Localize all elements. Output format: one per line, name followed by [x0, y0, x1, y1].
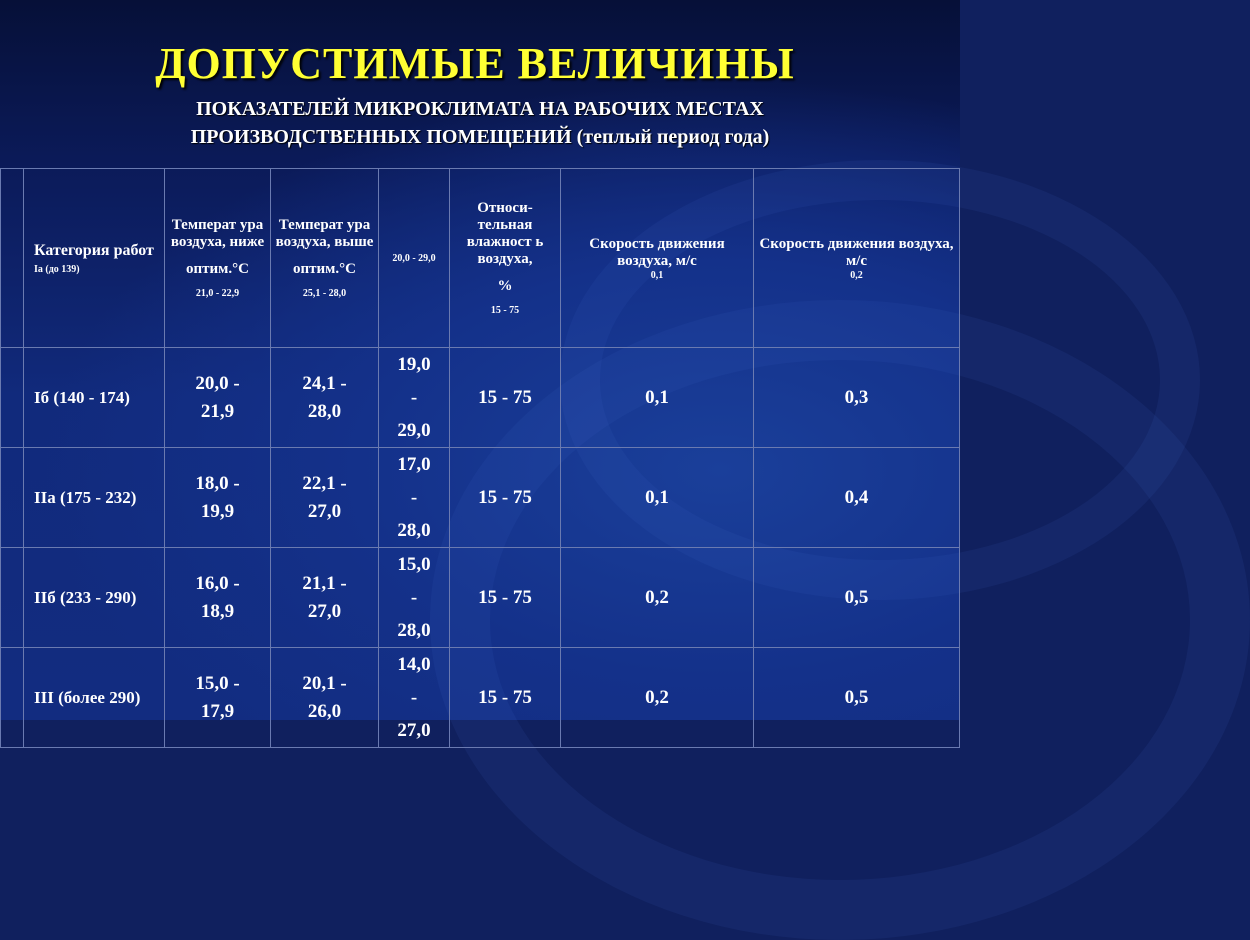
header-humidity-sub: 15 - 75: [490, 305, 520, 316]
row-temp-below: 15,0 - 17,9: [165, 648, 271, 748]
header-temp-below-unit: оптим.°С: [186, 261, 249, 277]
header-temp-below: [165, 169, 271, 348]
row-temp-above: 20,1 - 26,0: [271, 648, 379, 748]
row-speed-1: 0,1: [561, 348, 754, 448]
slide-subtitle: [0, 95, 960, 151]
stub-cell: [1, 348, 24, 448]
row-humidity: 15 - 75: [450, 348, 561, 448]
stub-cell: [1, 548, 24, 648]
row-temp-below: 18,0 - 19,9: [165, 448, 271, 548]
row-category: III (более 290): [24, 648, 165, 748]
row-category: Iб (140 - 174): [24, 348, 165, 448]
table-row: [1, 348, 960, 448]
header-speed-1-label: Скорость движения воздуха, м/с: [589, 235, 725, 269]
table-header-row: [1, 169, 960, 348]
row-category: IIа (175 - 232): [24, 448, 165, 548]
row-humidity: 15 - 75: [450, 648, 561, 748]
row-category: IIб (233 - 290): [24, 548, 165, 648]
row-temp-below: 16,0 - 18,9: [165, 548, 271, 648]
row-speed-2: 0,4: [754, 448, 960, 548]
slide-title: ДОПУСТИМЫЕ ВЕЛИЧИНЫ: [155, 39, 795, 88]
header-temp-above-unit: оптим.°С: [293, 261, 356, 277]
row-speed-2: 0,3: [754, 348, 960, 448]
header-humidity-unit: %: [497, 278, 513, 294]
header-temp-above-label: Температ ура воздуха, выше: [275, 217, 374, 250]
header-category-sub: Iа (до 139): [34, 263, 80, 275]
row-temp-above: 24,1 - 28,0: [271, 348, 379, 448]
header-speed-1-sub: 0,1: [650, 269, 664, 281]
header-speed-2: [754, 169, 960, 348]
subtitle-line-1: ПОКАЗАТЕЛЕЙ МИКРОКЛИМАТА НА РАБОЧИХ МЕСТАХ: [196, 98, 764, 120]
row-speed-1: 0,2: [561, 648, 754, 748]
row-col3: 14,0 - 27,0: [379, 648, 450, 748]
header-speed-2-label: Скорость движения воздуха, м/с: [759, 235, 954, 269]
row-temp-below: 20,0 - 21,9: [165, 348, 271, 448]
row-temp-above: 21,1 - 27,0: [271, 548, 379, 648]
table-row: [1, 448, 960, 548]
header-category-label: Категория работ: [34, 241, 154, 259]
row-col3: 17,0 - 28,0: [379, 448, 450, 548]
header-col3-sub: 20,0 - 29,0: [392, 252, 436, 264]
row-speed-2: 0,5: [754, 648, 960, 748]
stub-cell: [1, 648, 24, 748]
row-speed-1: 0,1: [561, 448, 754, 548]
row-speed-2: 0,5: [754, 548, 960, 648]
header-temp-below-sub: 21,0 - 22,9: [195, 288, 240, 299]
row-col3: 19,0 - 29,0: [379, 348, 450, 448]
subtitle-line-2: ПРОИЗВОДСТВЕННЫХ ПОМЕЩЕНИЙ (теплый период года): [190, 126, 770, 148]
microclimate-table: [0, 168, 960, 748]
stub-cell: [1, 169, 24, 348]
header-temp-below-label: Температ ура воздуха, ниже: [170, 217, 265, 250]
row-humidity: 15 - 75: [450, 548, 561, 648]
header-col3: [379, 169, 450, 348]
stub-cell: [1, 448, 24, 548]
row-col3: 15,0 - 28,0: [379, 548, 450, 648]
header-humidity-label: Относи- тельная влажност ь воздуха,: [466, 200, 544, 267]
header-speed-1: [561, 169, 754, 348]
header-category: [24, 169, 165, 348]
header-speed-2-sub: 0,2: [850, 269, 863, 281]
header-temp-above: [271, 169, 379, 348]
header-temp-above-sub: 25,1 - 28,0: [302, 288, 347, 299]
row-speed-1: 0,2: [561, 548, 754, 648]
row-humidity: 15 - 75: [450, 448, 561, 548]
table-row: [1, 548, 960, 648]
table-row: [1, 648, 960, 748]
header-humidity: [450, 169, 561, 348]
row-temp-above: 22,1 - 27,0: [271, 448, 379, 548]
